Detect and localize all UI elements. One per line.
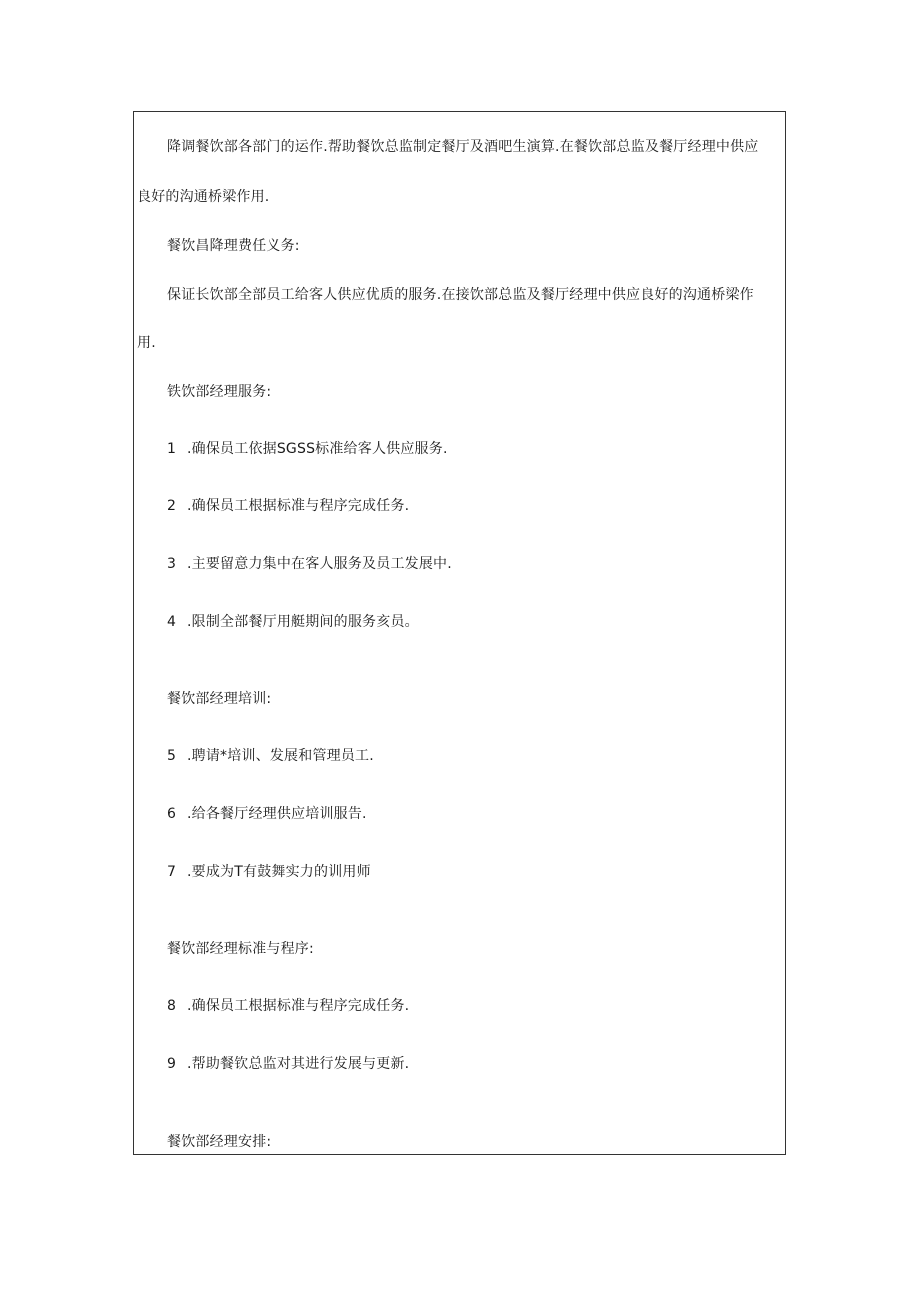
list-item-text: .给各餐厅经理供应培训服告.	[187, 806, 367, 822]
list-item	[167, 613, 419, 631]
list-item-text: .聘请*培训、发展和管理员工.	[187, 748, 374, 764]
document-frame	[133, 111, 786, 1155]
list-item	[167, 555, 452, 573]
list-item-text: .要成为T有鼓舞实力的训用师	[187, 864, 371, 880]
list-item	[167, 1055, 409, 1073]
list-item-text: .帮助餐钦总监对其进行发展与更新.	[187, 1056, 410, 1072]
list-item-number: 4	[167, 614, 176, 630]
list-item-number: 3	[167, 556, 176, 572]
arrangement-heading: 餐饮部经理安排:	[167, 1134, 272, 1150]
list-item-number: 5	[167, 748, 176, 764]
list-item	[167, 497, 409, 515]
duty-line-1: 保证长饮部全部员工给客人供应优质的服务.在接饮部总监及餐厅经理中供应良好的沟通桥梁作	[167, 287, 754, 303]
list-item-number: 7	[167, 864, 176, 880]
list-item-text: .限制全部餐厅用艇期间的服务亥员。	[187, 614, 419, 630]
list-item	[167, 805, 367, 823]
list-item-number: 9	[167, 1056, 176, 1072]
list-item-number: 6	[167, 806, 176, 822]
service-heading: 铁饮部经理服务:	[167, 384, 272, 400]
standards-heading: 餐饮部经理标准与程序:	[167, 941, 314, 957]
list-item-text: .确保员工根据标准与程序完成任务.	[187, 998, 410, 1014]
list-item	[167, 747, 374, 765]
list-item-text: .确保员工根据标准与程序完成任务.	[187, 498, 410, 514]
list-item	[167, 863, 371, 881]
list-item-text: .主要留意力集中在客人服务及员工发展中.	[187, 556, 452, 572]
duty-line-2: 用.	[137, 335, 156, 351]
list-item-number: 1	[167, 441, 176, 457]
intro-line-2: 良好的沟通桥梁作用.	[137, 189, 270, 205]
list-item	[167, 440, 448, 458]
list-item	[167, 997, 409, 1015]
intro-line-1: 降调餐饮部各部门的运作.帮助餐饮总监制定餐厅及酒吧生演算.在餐饮部总监及餐厅经理中供应	[167, 139, 759, 155]
list-item-number: 2	[167, 498, 176, 514]
duty-heading: 餐饮昌降理费任义务:	[167, 238, 300, 254]
list-item-number: 8	[167, 998, 176, 1014]
list-item-text: .确保员工依据SGSS标准给客人供应服务.	[187, 441, 448, 457]
training-heading: 餐饮部经理培训:	[167, 691, 272, 707]
